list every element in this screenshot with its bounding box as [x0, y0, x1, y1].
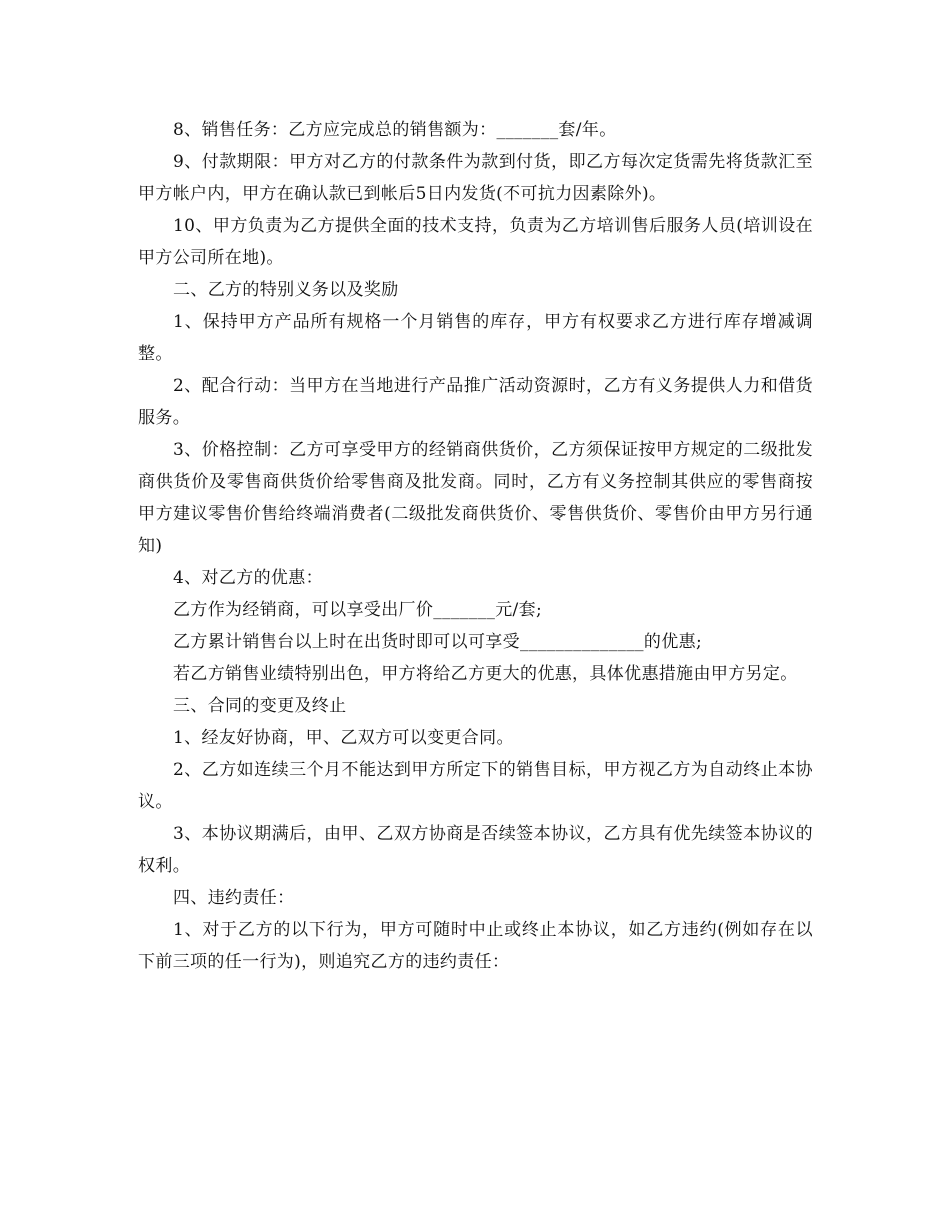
- discount-factory-price: 乙方作为经销商，可以享受出厂价_______元/套;: [173, 600, 543, 620]
- document-body: [138, 114, 813, 978]
- clause-price-control: 3、价格控制：乙方可享受甲方的经销商供货价，乙方须保证按甲方规定的二级批发商供货价及零售商供货价给零售商及批发商。同时，乙方有义务控制其供应的零售商按甲方建议零售价售给终端消费者(二级批发商供货价、零售供货价、零售价由甲方另行通知): [138, 440, 813, 556]
- section-heading-obligations: 二、乙方的特别义务以及奖励: [173, 280, 399, 300]
- clause-renewal: 3、本协议期满后，由甲、乙双方协商是否续签本协议，乙方具有优先续签本协议的权利。: [138, 824, 813, 876]
- clause-auto-termination: 2、乙方如连续三个月不能达到甲方所定下的销售目标，甲方视乙方为自动终止本协议。: [138, 760, 813, 812]
- clause-sales-task: 8、销售任务：乙方应完成总的销售额为：_______套/年。: [173, 120, 617, 140]
- clause-inventory: 1、保持甲方产品所有规格一个月销售的库存，甲方有权要求乙方进行库存增减调整。: [138, 312, 813, 364]
- clause-discounts: 4、对乙方的优惠：: [173, 568, 323, 588]
- clause-technical-support: 10、甲方负责为乙方提供全面的技术支持，负责为乙方培训售后服务人员(培训设在甲方公司所在地)。: [138, 216, 813, 268]
- clause-payment-term: 9、付款期限：甲方对乙方的付款条件为款到付货，即乙方每次定货需先将货款汇至甲方帐户内，甲方在确认款已到帐后5日内发货(不可抗力因素除外)。: [138, 152, 813, 204]
- section-heading-changes: 三、合同的变更及终止: [173, 696, 347, 716]
- clause-change-contract: 1、经友好协商，甲、乙双方可以变更合同。: [173, 728, 514, 748]
- clause-cooperation: 2、配合行动：当甲方在当地进行产品推广活动资源时，乙方有义务提供人力和借货服务。: [138, 376, 813, 428]
- clause-breach: 1、对于乙方的以下行为，甲方可随时中止或终止本协议，如乙方违约(例如存在以下前三项的任一行为)，则追究乙方的违约责任：: [138, 920, 813, 972]
- discount-volume: 乙方累计销售台以上时在出货时即可以可享受______________的优惠;: [173, 632, 703, 652]
- section-heading-liability: 四、违约责任：: [173, 888, 295, 908]
- discount-performance: 若乙方销售业绩特别出色，甲方将给乙方更大的优惠，具体优惠措施由甲方另定。: [173, 664, 798, 684]
